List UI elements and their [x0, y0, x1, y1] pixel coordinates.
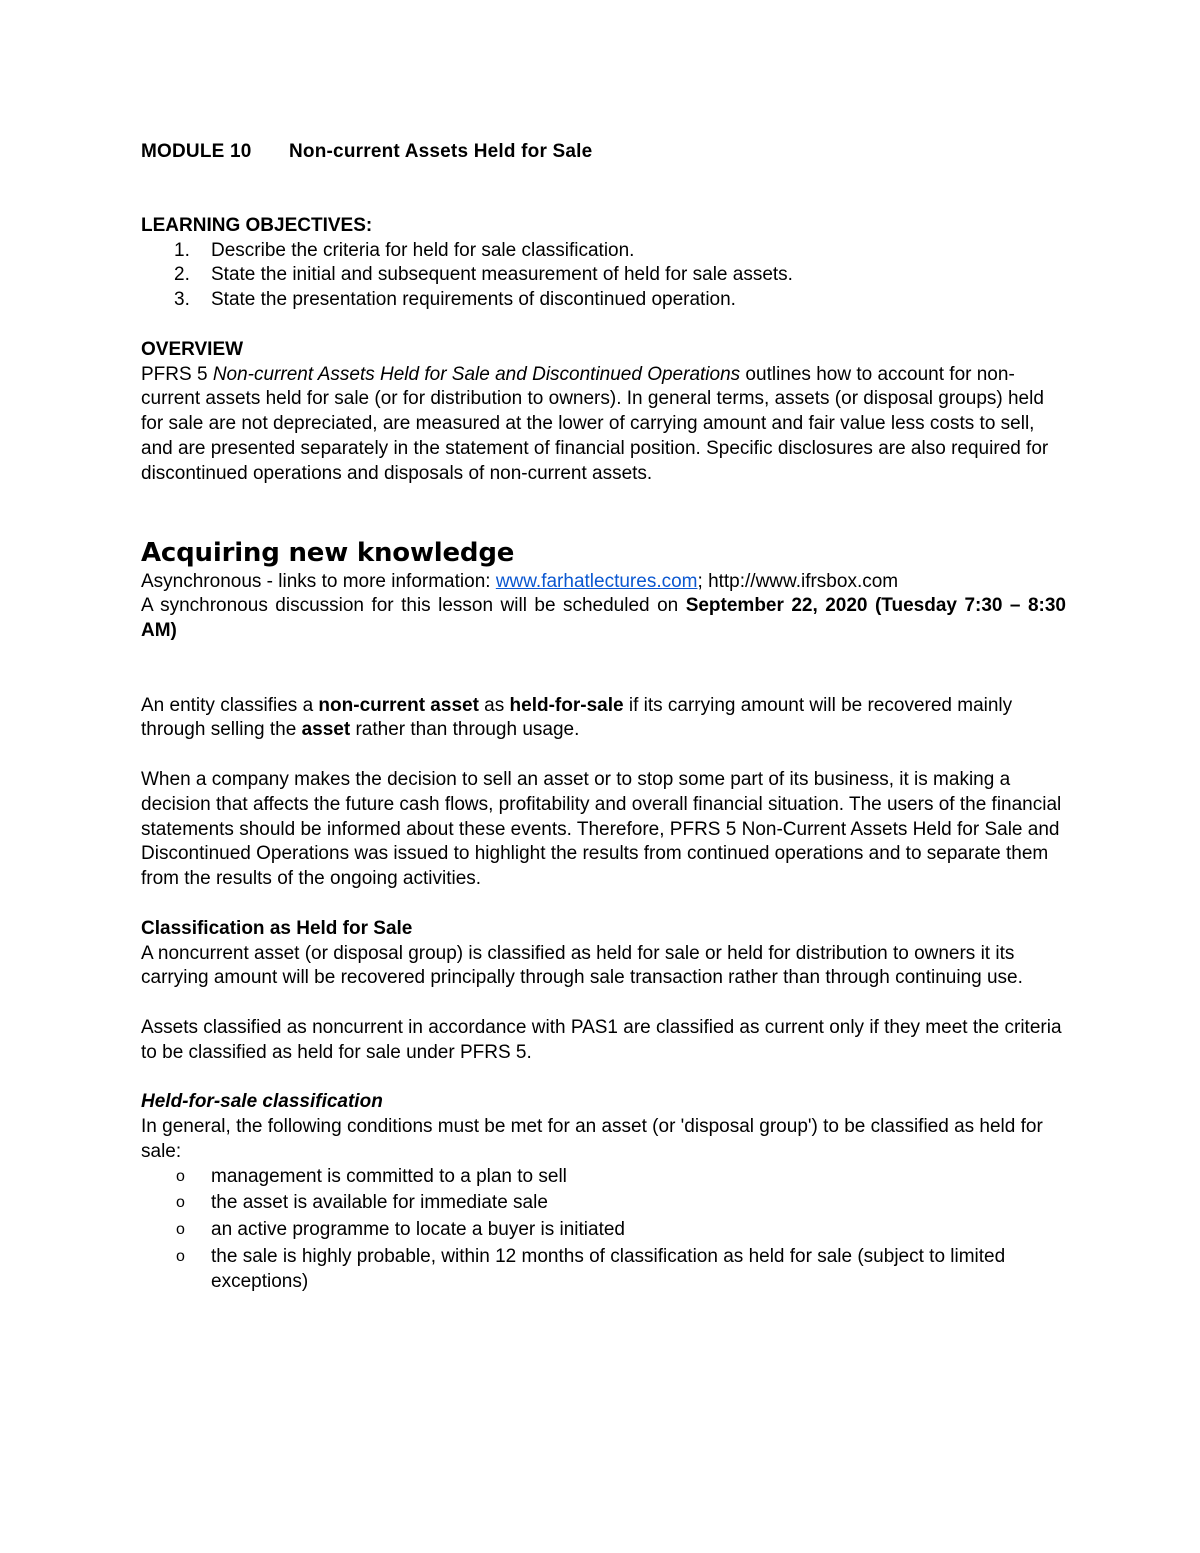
condition-text: management is committed to a plan to sell: [211, 1165, 567, 1187]
sync-prefix: A synchronous discussion for this lesson will be scheduled on: [141, 595, 686, 617]
module-name: Non-current Assets Held for Sale: [289, 141, 593, 162]
link-separator: ;: [697, 570, 709, 592]
objectives-list: [141, 239, 1066, 313]
sync-date: September 22, 2020 (Tuesday 7:30 – 8:30 AM): [141, 595, 1066, 642]
acquiring-heading: Acquiring new knowledge: [141, 537, 515, 568]
definition-term: non-current asset: [318, 694, 479, 716]
definition-part: as: [478, 694, 510, 716]
standard-title: Non-current Assets Held for Sale and Discontinued Operations: [212, 363, 741, 385]
async-line: [141, 570, 1066, 595]
ifrsbox-link[interactable]: http://www.ifrsbox.com: [708, 570, 899, 592]
definition-part: if its carrying amount will be recovered mainly through selling the: [141, 694, 1013, 741]
context-paragraph: When a company makes the decision to sell an asset or to stop some part of its business, it is making a decision that affects the future cash flows, profitability and overall financial situation. The users of the financial statements should be informed about these events. Therefore, PFRS 5 Non-Current Assets Held for Sale and Discontinued Operations was issued to highlight the results from continued operations and to separate them from the results of the ongoing activities.: [141, 768, 1062, 890]
overview-body: outlines how to account for non-current assets held for sale (or for distribution to owners). In general terms, assets (or disposal groups) held for sale are not depreciated, are measured at the lower of carrying amount and fair value less costs to sell, and are presented separately in the statement of financial position. Specific disclosures are also required for discontinued operations and disposals of non-current assets.: [141, 363, 1049, 484]
objective-text: State the initial and subsequent measurement of held for sale assets.: [211, 264, 793, 286]
condition-text: the asset is available for immediate sale: [211, 1192, 548, 1214]
condition-item: [141, 1191, 1066, 1216]
overview-paragraph: [141, 363, 1066, 487]
sync-line: [141, 594, 1066, 644]
bullet-icon: o: [176, 1167, 185, 1185]
objective-item: [141, 239, 1066, 264]
overview-heading: OVERVIEW: [141, 338, 244, 360]
objective-text: Describe the criteria for held for sale classification.: [211, 239, 635, 261]
objective-item: [141, 263, 1066, 288]
definition-term: asset: [301, 719, 351, 741]
classification-paragraph: A noncurrent asset (or disposal group) is classified as held for sale or held for distribution to owners it its carrying amount will be recovered principally through sale transaction rather than through continuing use.: [141, 942, 1023, 989]
definition-part: rather than through usage.: [350, 719, 580, 741]
objective-marker: 3.: [174, 289, 190, 311]
held-for-sale-intro: In general, the following conditions must be met for an asset (or 'disposal group') to be classified as held for sale:: [141, 1116, 1043, 1162]
definition-paragraph: [141, 694, 1066, 744]
definition-part: An entity classifies a: [141, 694, 319, 716]
condition-item: [141, 1245, 1066, 1295]
bullet-icon: o: [176, 1221, 185, 1239]
bullet-icon: o: [176, 1194, 185, 1212]
objectives-heading: LEARNING OBJECTIVES:: [141, 214, 373, 236]
condition-text: an active programme to locate a buyer is initiated: [211, 1219, 625, 1241]
objective-item: [141, 288, 1066, 313]
held-for-sale-heading: Held-for-sale classification: [141, 1091, 383, 1113]
condition-item: [141, 1218, 1066, 1243]
async-prefix: Asynchronous - links to more information:: [141, 570, 496, 592]
overview-lead: PFRS 5: [141, 363, 213, 385]
condition-item: [141, 1165, 1066, 1190]
farhat-link[interactable]: www.farhatlectures.com: [495, 570, 698, 592]
definition-term: held-for-sale: [509, 694, 624, 716]
module-title: [141, 140, 1066, 165]
conditions-list: [141, 1165, 1066, 1295]
objective-text: State the presentation requirements of discontinued operation.: [211, 289, 736, 311]
objective-marker: 1.: [174, 239, 190, 261]
objective-marker: 2.: [174, 264, 190, 286]
bullet-icon: o: [176, 1248, 185, 1266]
module-number: MODULE 10: [141, 141, 252, 162]
pas1-paragraph: Assets classified as noncurrent in accordance with PAS1 are classified as current only if they meet the criteria to be classified as held for sale under PFRS 5.: [141, 1016, 1062, 1063]
document-page: [141, 140, 1066, 1297]
classification-heading: Classification as Held for Sale: [141, 917, 413, 939]
condition-text: the sale is highly probable, within 12 months of classification as held for sale (subject to limited exceptions): [211, 1246, 1006, 1292]
